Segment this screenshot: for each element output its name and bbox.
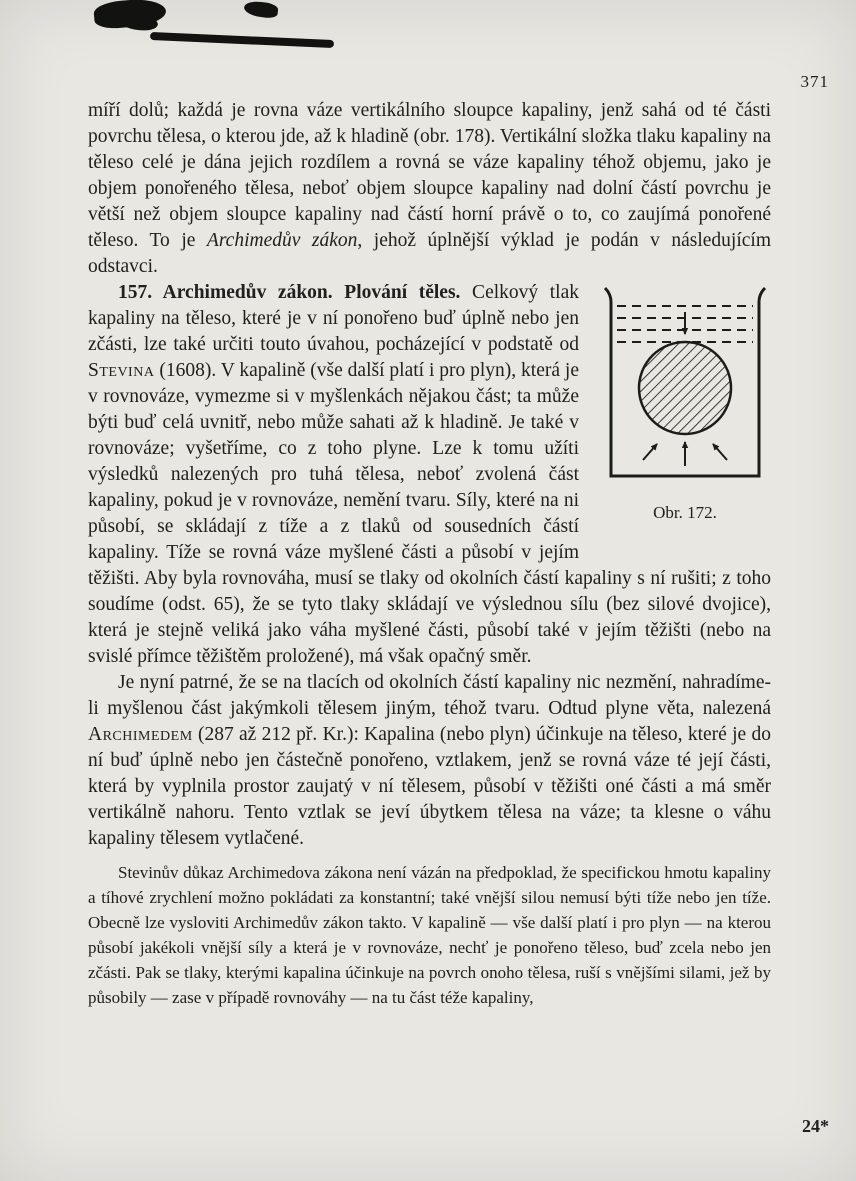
figure-172 [599,284,771,526]
theorem-text-1: Je nyní patrné, že se na tlacích od okolních částí kapaliny nic nezmění, nahradíme-li myšlenou část jakýmkoli tělesem jiným, téhož tvaru. Odtud plyne věta, nalezená [88,672,771,719]
section-text-1: Celkový tlak kapaliny na těleso, které je v ní ponořeno buď úplně nebo jen zčásti, lze také určiti touto úvahou, pocházející v podstatě od [88,282,580,355]
intro-text-2: , jehož úplnější výklad je podán v následujícím odstavci. [88,230,771,277]
section-heading: 157. Archimedův zákon. Plování těles. [118,282,461,303]
paragraph-small-print: Stevinův důkaz Archimedova zákona není vázán na předpoklad, že specifickou hmotu kapaliny a tíhové zrychlení možno pokládati za konstantní; také vnější silou nemusí býti tíže nebo jen tíže. Obecně lze vysloviti Archimedův zákon takto. V kapalině — vše další platí i pro plyn — na kterou působí jakékoli vnější síly a která je v rovnováze, nechť je ponořeno těleso, buď zcela nebo jen zčásti. Pak se tlaky, kterými kapalina účinkuje na povrch onoho tělesa, ruší s vnějšími silami, jež by působily — zase v případě rovnováhy — na tu část téže kapaliny, [88,863,771,1007]
pressure-arrow-lower-right [713,444,727,460]
submerged-body-circle [639,342,731,434]
scan-artifact-blob [243,0,279,19]
section-text-2: (1608). V kapalině (vše další platí i pro plyn), která je v rovnováze, vymezme si v myšlenkách nějakou část; ta může býti buď celá uvnitř, nebo může sahati až k hladině. Je také v rovnováze; vyšetříme, co z toho plyne. Lze k tomu užíti výsledků nalezených pro tuhá tělesa, neboť zvolená část kapaliny, pokud je v rovnováze, nemění tvaru. Síly, které na ni působí, se skládají z tíže a z tlaků od sousedních částí kapaliny. Tíže se rovná váze myšlené části a působí v jejím těžišti. Aby byla rovnováha, musí se tlaky od okolních částí kapaliny s ní rušiti; z toho soudíme (odst. 65), že se tyto tlaky skládají ve výslednou sílu (bez silové dvojice), která je stejně veliká jako váha myšlené části, působí také v jejím těžišti (nebo na svislé přímce těžištěm proložené), má však opačný směr. [88,360,771,667]
theorem-text-2: (287 až 212 př. Kr.): Kapalina (nebo plyn) účinkuje na těleso, které je do ní buď úplně nebo jen částečně ponořeno, vztlakem, jenž se rovná váze té její části, která by vyplnila prostor zaujatý v ní tělesem, působí v těžišti oné části a má směr vertikálně nahoru. Tento vztlak se jeví úbytkem tělesa na váze; ta klesne o váhu kapaliny tělesem vytlačené. [88,724,771,849]
page-content [88,98,771,1010]
name-stevin: Stevina [88,360,155,381]
term-archimedes-law: Archimedův zákon [206,230,358,251]
pressure-arrow-lower-left [643,444,657,460]
vessel-diagram-icon [599,284,771,484]
paragraph-section-157 [88,280,771,670]
name-archimedes: Archimedem [88,724,193,745]
figure-caption: Obr. 172. [653,503,717,522]
paragraph-intro [88,98,771,280]
intro-text-1: míří dolů; každá je rovna váze vertikálního sloupce kapaliny, jenž sahá od té části povrchu tělesa, o kterou jde, až k hladině (obr. 178). Vertikální složka tlaku kapaliny na těleso celé je dána jejich rozdílem a rovná se váze kapaliny téhož objemu, jako je objem ponořeného tělesa, neboť objem sloupce kapaliny nad dolní částí povrchu je větší než objem sloupce kapaliny nad částí horní právě o to, co zaujímá ponořené těleso. To je [88,100,771,251]
signature-mark: 24* [802,1116,829,1136]
paragraph-archimedes-theorem [88,670,771,852]
scan-artifact-streak [150,32,334,48]
page-number: 371 [800,72,829,91]
